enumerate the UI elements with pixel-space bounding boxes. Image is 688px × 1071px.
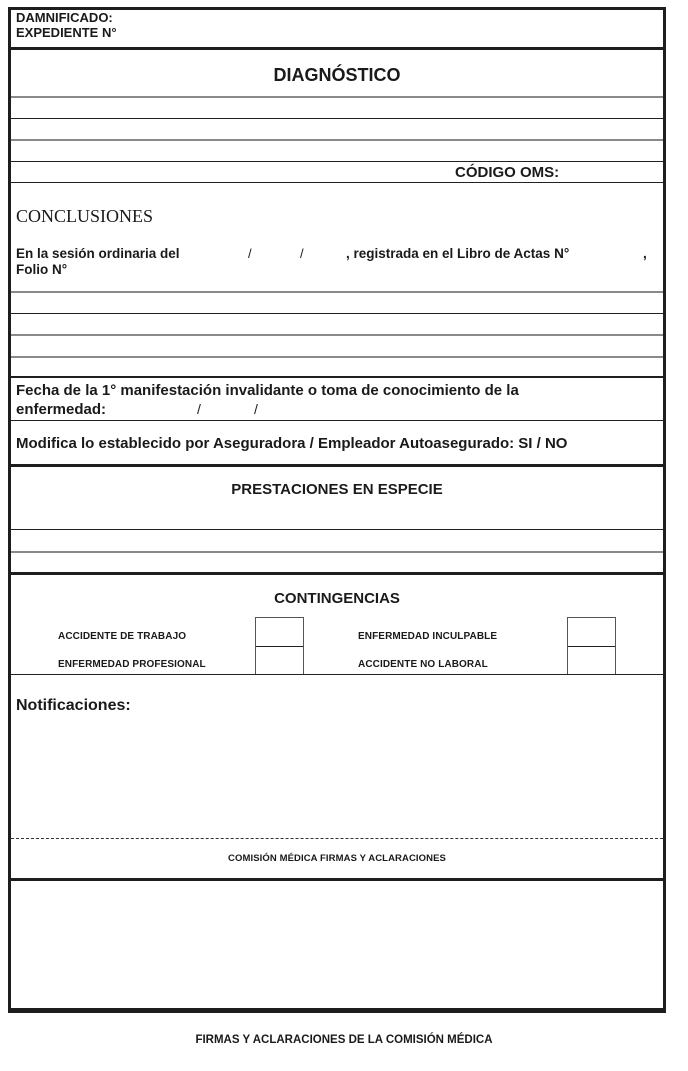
codigo-oms-label: CÓDIGO OMS: — [455, 164, 560, 181]
diagnostico-line[interactable] — [11, 118, 663, 119]
date-slash: / — [254, 401, 258, 417]
accidente-no-laboral-checkbox[interactable] — [568, 647, 615, 675]
divider — [11, 878, 663, 881]
contingencia-label: ENFERMEDAD PROFESIONAL — [58, 659, 206, 670]
contingencia-label: ACCIDENTE DE TRABAJO — [58, 631, 187, 642]
divider — [11, 376, 663, 378]
divider — [11, 182, 663, 183]
diagnostico-line[interactable] — [11, 139, 663, 141]
signature-area[interactable] — [11, 882, 663, 1007]
conclusiones-line[interactable] — [11, 356, 663, 358]
libro-actas-text: , registrada en el Libro de Actas N° — [346, 246, 570, 261]
contingencia-checkbox-group — [255, 617, 304, 675]
contingencia-label: ENFERMEDAD INCULPABLE — [358, 631, 498, 642]
prestaciones-line[interactable] — [11, 529, 663, 530]
divider — [11, 47, 663, 50]
conclusiones-line[interactable] — [11, 313, 663, 314]
enfermedad-label: enfermedad: — [16, 401, 107, 418]
prestaciones-title: PRESTACIONES EN ESPECIE — [231, 481, 443, 498]
comision-firmas-caption: COMISIÓN MÉDICA FIRMAS Y ACLARACIONES — [228, 853, 446, 864]
notificaciones-title: Notificaciones: — [16, 697, 131, 714]
conclusiones-line[interactable] — [11, 334, 663, 336]
divider — [11, 420, 663, 421]
date-slash: / — [248, 246, 252, 261]
date-slash: / — [197, 401, 201, 417]
conclusiones-title: CONCLUSIONES — [16, 206, 154, 226]
accidente-trabajo-checkbox[interactable] — [256, 618, 303, 646]
enfermedad-inculpable-checkbox[interactable] — [568, 618, 615, 646]
modifica-text: Modifica lo establecido por Aseguradora / Empleador Autoasegurado: SI / NO — [16, 435, 568, 452]
diagnostico-title: DIAGNÓSTICO — [273, 65, 401, 85]
diagnostico-line[interactable] — [11, 161, 663, 162]
enfermedad-profesional-checkbox[interactable] — [256, 647, 303, 675]
frame-bottom-border — [8, 1008, 666, 1012]
date-slash: / — [300, 246, 304, 261]
form-frame — [8, 7, 666, 1013]
contingencias-title: CONTINGENCIAS — [274, 590, 400, 607]
notificaciones-area[interactable] — [11, 702, 663, 832]
divider — [11, 572, 663, 575]
dashed-separator — [11, 838, 663, 839]
contingencia-checkbox-group — [567, 617, 616, 675]
prestaciones-line[interactable] — [11, 551, 663, 553]
damnificado-label: DAMNIFICADO: — [16, 10, 113, 25]
comma: , — [643, 246, 647, 261]
divider — [11, 464, 663, 467]
expediente-label: EXPEDIENTE N° — [16, 25, 117, 40]
footer-caption: FIRMAS Y ACLARACIONES DE LA COMISIÓN MÉDICA — [195, 1034, 493, 1046]
conclusiones-line[interactable] — [11, 291, 663, 293]
session-text: En la sesión ordinaria del — [16, 246, 180, 261]
fecha-text: Fecha de la 1° manifestación invalidante o toma de conocimiento de la — [16, 382, 519, 399]
divider — [11, 674, 663, 675]
diagnostico-line[interactable] — [11, 96, 663, 98]
folio-label: Folio N° — [16, 262, 68, 277]
contingencia-label: ACCIDENTE NO LABORAL — [358, 659, 488, 670]
